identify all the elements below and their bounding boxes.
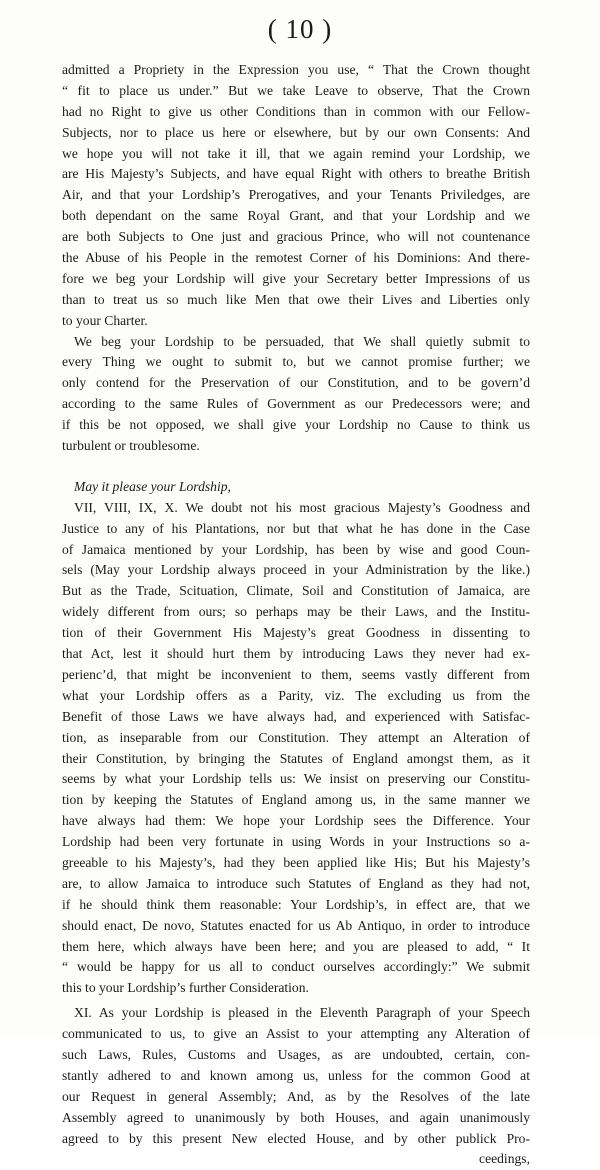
text-line: Lordship had been very fortunate in using Words in your Instructions so a- <box>62 834 530 850</box>
text-line: seems by what your Lordship tells us: We insist on preserving our Constitu- <box>62 771 530 787</box>
text-line: admitted a Propriety in the Expression you use, “ That the Crown thought <box>62 62 530 77</box>
text-line: have always had them: We hope your Lordship sees the Difference. Your <box>62 813 530 829</box>
text-line: our Request in general Assembly; And, as by the Resolves of the late <box>62 1088 530 1104</box>
text-line: than to treat us so much like Men that owe their Lives and Liberties only <box>62 291 530 307</box>
text-line: we hope you will not take it ill, that we again remind your Lordship, we <box>62 145 530 161</box>
text-line: only contend for the Preservation of our Constitution, and to be govern’d <box>62 375 530 391</box>
text-line: are His Majesty’s Subjects, and have equal Right with others to breathe British <box>62 166 530 182</box>
text-line: turbulent or troublesome. <box>62 438 200 454</box>
catchword: ceedings, <box>479 1151 530 1167</box>
text-line: Air, and that your Lordship’s Prerogatives, and your Tenants Priviledges, are <box>62 187 530 203</box>
text-line: “ would be happy for us all to conduct ourselves accordingly:” We submit <box>62 959 530 975</box>
text-line: had no Right to give us other Conditions than in common with our Fellow- <box>62 103 530 119</box>
text-line: if he should think them reasonable: Your Lordship’s, in effect are, that we <box>62 896 530 912</box>
text-line: are both Subjects to One just and gracious Prince, who will not countenance <box>62 229 530 245</box>
text-line: according to the same Rules of Government as our Predecessors were; and <box>62 396 530 412</box>
text-line: what your Lordship offers as a Parity, viz. The excluding us from the <box>62 687 530 703</box>
text-line: Subjects, nor to place us here or elsewhere, but by our own Consents: And <box>62 124 530 140</box>
text-line: Benefit of those Laws we have always had, and experienced with Satisfac- <box>62 708 530 724</box>
text-line: Assembly agreed to unanimously by both Houses, and again unanimously <box>62 1109 530 1125</box>
text-line: agreed to by this present New elected House, and by other publick Pro- <box>62 1130 530 1146</box>
text-line: We beg your Lordship to be persuaded, that We shall quietly submit to <box>74 333 530 349</box>
text-line: should enact, De novo, Statutes enacted for us Ab Antiquo, in order to introduce <box>62 917 530 933</box>
text-line: “ fit to place us under.” But we take Leave to observe, That the Crown <box>62 82 530 98</box>
text-line: But as the Trade, Scituation, Climate, Soil and Constitution of Jamaica, are <box>62 583 530 599</box>
body-text <box>62 60 530 1170</box>
text-line: tion by keeping the Statutes of England among us, in the same manner we <box>62 792 530 808</box>
text-line: fore we beg your Lordship will give your Secretary better Impressions of us <box>62 270 530 286</box>
text-line: stantly adhered to and known among us, unless for the common Good at <box>62 1067 530 1083</box>
text-line: XI. As your Lordship is pleased in the Eleventh Paragraph of your Speech <box>74 1005 530 1021</box>
text-line: tion, as inseparable from our Constitution. They attempt an Alteration of <box>62 729 530 745</box>
text-line: widely different from ours; so perhaps may be their Laws, and the Institu- <box>62 604 530 620</box>
text-line: Justice to any of his Plantations, nor but that what he has done in the Case <box>62 520 530 536</box>
text-line: VII, VIII, IX, X. We doubt not his most gracious Majesty’s Goodness and <box>74 499 530 515</box>
text-line: them here, which always have been here; and you are pleased to add, “ It <box>62 938 530 954</box>
text-line: if this be not opposed, we shall give your Lordship no Cause to think us <box>62 417 530 433</box>
text-line: of Jamaica mentioned by your Lordship, has been by wise and good Coun- <box>62 541 530 557</box>
text-line: communicated to us, to give an Assist to your attempting any Alteration of <box>62 1026 530 1042</box>
text-line: sels (May your Lordship always proceed in your Administration by the like.) <box>62 562 530 578</box>
text-line: their Constitution, by bringing the Statutes of England amongst them, as it <box>62 750 530 766</box>
text-line: every Thing we ought to submit to, but we cannot promise further; we <box>62 354 530 370</box>
text-line: perienc’d, that might be inconvenient to them, seems vastly different from <box>62 666 530 682</box>
page-number: ( 10 ) <box>267 14 333 44</box>
text-line: greeable to his Majesty’s, had they been applied like His; But his Majesty’s <box>62 854 530 870</box>
text-line: both dependant on the same Royal Grant, and that your Lordship and we <box>62 208 530 224</box>
text-line: that Act, lest it should hurt them by introducing Laws they never had ex- <box>62 646 530 662</box>
text-line: are, to allow Jamaica to introduce such Statutes of England as they had not, <box>62 875 530 891</box>
text-line: the Abuse of his People in the remotest Corner of his Dominions: And there- <box>62 250 530 266</box>
text-line: tion of their Government His Majesty’s great Goodness in dissenting to <box>62 625 530 641</box>
text-line: this to your Lordship’s further Consideration. <box>62 980 309 996</box>
salutation: May it please your Lordship, <box>74 478 231 494</box>
text-line: to your Charter. <box>62 312 148 328</box>
text-line: such Laws, Rules, Customs and Usages, as are undoubted, certain, con- <box>62 1046 530 1062</box>
